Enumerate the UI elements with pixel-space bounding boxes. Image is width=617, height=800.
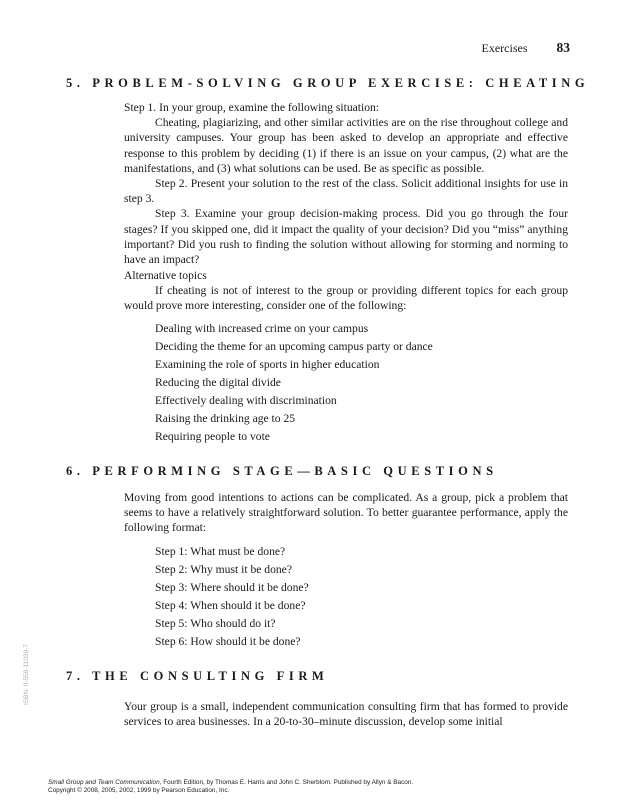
list-item: Step 3: Where should it be done? [155, 580, 309, 594]
step1-intro: Step 1. In your group, examine the following situation: [124, 101, 380, 114]
list-item: Step 1: What must be done? [155, 544, 286, 558]
section-5-body [124, 100, 568, 267]
list-item: Requiring people to vote [155, 429, 270, 443]
list-item: Raising the drinking age to 25 [155, 411, 296, 425]
step3-paragraph: Step 3. Examine your group decision-making process. Did you go through the four stages? If you skipped one, did it impact the quality of your decision? Did you “miss” anything important? Did you rush to finding the solution without allowing for storming and norming to have an impact? [124, 207, 568, 267]
page-number: 83 [556, 40, 570, 55]
page-footer [48, 779, 413, 796]
section-7-body [124, 699, 568, 729]
steps-list [124, 543, 568, 651]
list-item: Effectively dealing with discrimination [155, 393, 337, 407]
list-item: Dealing with increased crime on your campus [155, 321, 369, 335]
list-item: Step 2: Why must it be done? [155, 562, 292, 576]
list-item: Step 5: Who should do it? [155, 616, 276, 630]
running-section-title: Exercises [481, 41, 528, 55]
section-heading-consulting-firm: 7. THE CONSULTING FIRM [66, 669, 329, 683]
step2-paragraph: Step 2. Present your solution to the rest of the class. Solicit additional insights for use in step 3. [124, 177, 568, 206]
footer-credits: Fourth Edition, by Thomas E. Harris and John C. Sherblom. Published by Allyn & Bacon. [161, 779, 414, 786]
section-6-body [124, 490, 568, 651]
list-item: Step 4: When should it be done? [155, 598, 306, 612]
isbn-spine-text: ISBN: 0-558-11039-7 [23, 644, 30, 705]
page-header [0, 40, 570, 56]
consulting-paragraph: Your group is a small, independent communication consulting firm that has formed to provide services to area businesses. In a 20-to-30–minute discussion, develop some initial [124, 700, 568, 729]
list-item: Step 6: How should it be done? [155, 634, 301, 648]
situation-paragraph: Cheating, plagiarizing, and other similar activities are on the rise throughout college and university campuses. Your group has been asked to develop an appropriate and effective response to this problem by deciding (1) if there is an issue on your campus, (2) what are the manifestations, and (3) what solutions can be used. Be as specific as possible. [124, 116, 568, 175]
performing-intro: Moving from good intentions to actions can be complicated. As a group, pick a problem that seems to have a relatively straightforward solution. To better guarantee performance, apply the following format: [124, 491, 568, 535]
list-item: Examining the role of sports in higher education [155, 357, 380, 371]
list-item: Deciding the theme for an upcoming campus party or dance [155, 339, 433, 353]
alt-topics-intro: If cheating is not of interest to the group or providing different topics for each group would prove more interesting, consider one of the following: [124, 284, 568, 313]
alt-topics-label: Alternative topics [124, 269, 207, 282]
book-title: Small Group and Team Communication, [48, 779, 162, 786]
footer-copyright: Copyright © 2008, 2005, 2002, 1999 by Pearson Education, Inc. [48, 787, 230, 795]
alternative-topics [124, 268, 568, 446]
topics-list [124, 320, 568, 446]
section-heading-cheating: 5. PROBLEM-SOLVING GROUP EXERCISE: CHEATING [66, 76, 590, 90]
section-heading-performing-stage: 6. PERFORMING STAGE—BASIC QUESTIONS [66, 464, 498, 478]
list-item: Reducing the digital divide [155, 375, 281, 389]
